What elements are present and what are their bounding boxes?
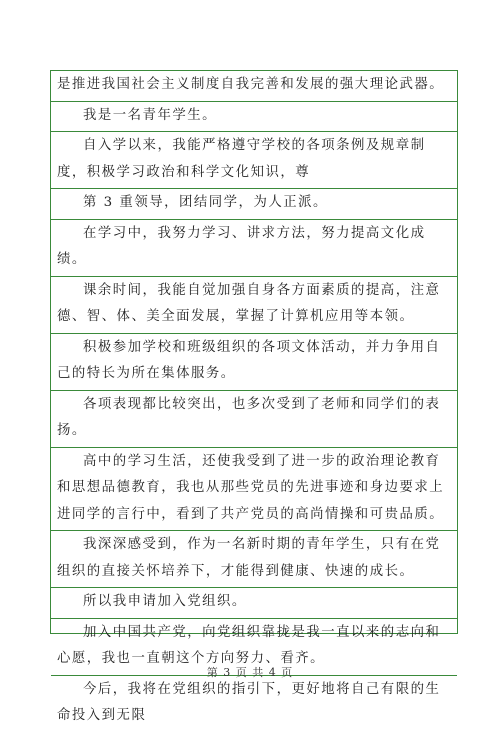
paragraph-row: 是推进我国社会主义制度自我完善和发展的强大理论武器。	[51, 71, 457, 102]
paragraph-row: 加入中国共产党，向党组织靠拢是我一直以来的志向和心愿，我也一直朝这个方向努力、看齐。	[51, 619, 457, 676]
paragraph-row: 自入学以来，我能严格遵守学校的各项条例及规章制度，积极学习政治和科学文化知识，尊	[51, 132, 457, 189]
paragraph-row: 第 3 重领导，团结同学，为人正派。	[51, 189, 457, 220]
paragraph-row: 课余时间，我能自觉加强自身各方面素质的提高，注意德、智、体、美全面发展，掌握了计算机应用等本领。	[51, 277, 457, 334]
paragraph-row: 我是一名青年学生。	[51, 102, 457, 133]
paragraph-row: 高中的学习生活，还使我受到了进一步的政治理论教育和思想品德教育，我也从那些党员的先进事迹和身边要求上进同学的言行中，看到了共产党员的高尚情操和可贵品质。	[51, 448, 457, 532]
paragraph-row: 各项表现都比较突出，也多次受到了老师和同学们的表扬。	[51, 391, 457, 448]
paragraph-row: 在学习中，我努力学习、讲求方法，努力提高文化成绩。	[51, 220, 457, 277]
paragraph-row: 今后，我将在党组织的指引下，更好地将自己有限的生命投入到无限	[57, 681, 441, 723]
paragraph-row: 所以我申请加入党组织。	[51, 588, 457, 619]
paragraph-row: 我深深感受到，作为一名新时期的青年学生，只有在党组织的直接关怀培养下，才能得到健康、快速的成长。	[51, 531, 457, 588]
page-footer: 第 3 页 共 4 页	[206, 666, 294, 679]
paragraph-row: 积极参加学校和班级组织的各项文体活动，并力争用自己的特长为所在集体服务。	[51, 334, 457, 391]
